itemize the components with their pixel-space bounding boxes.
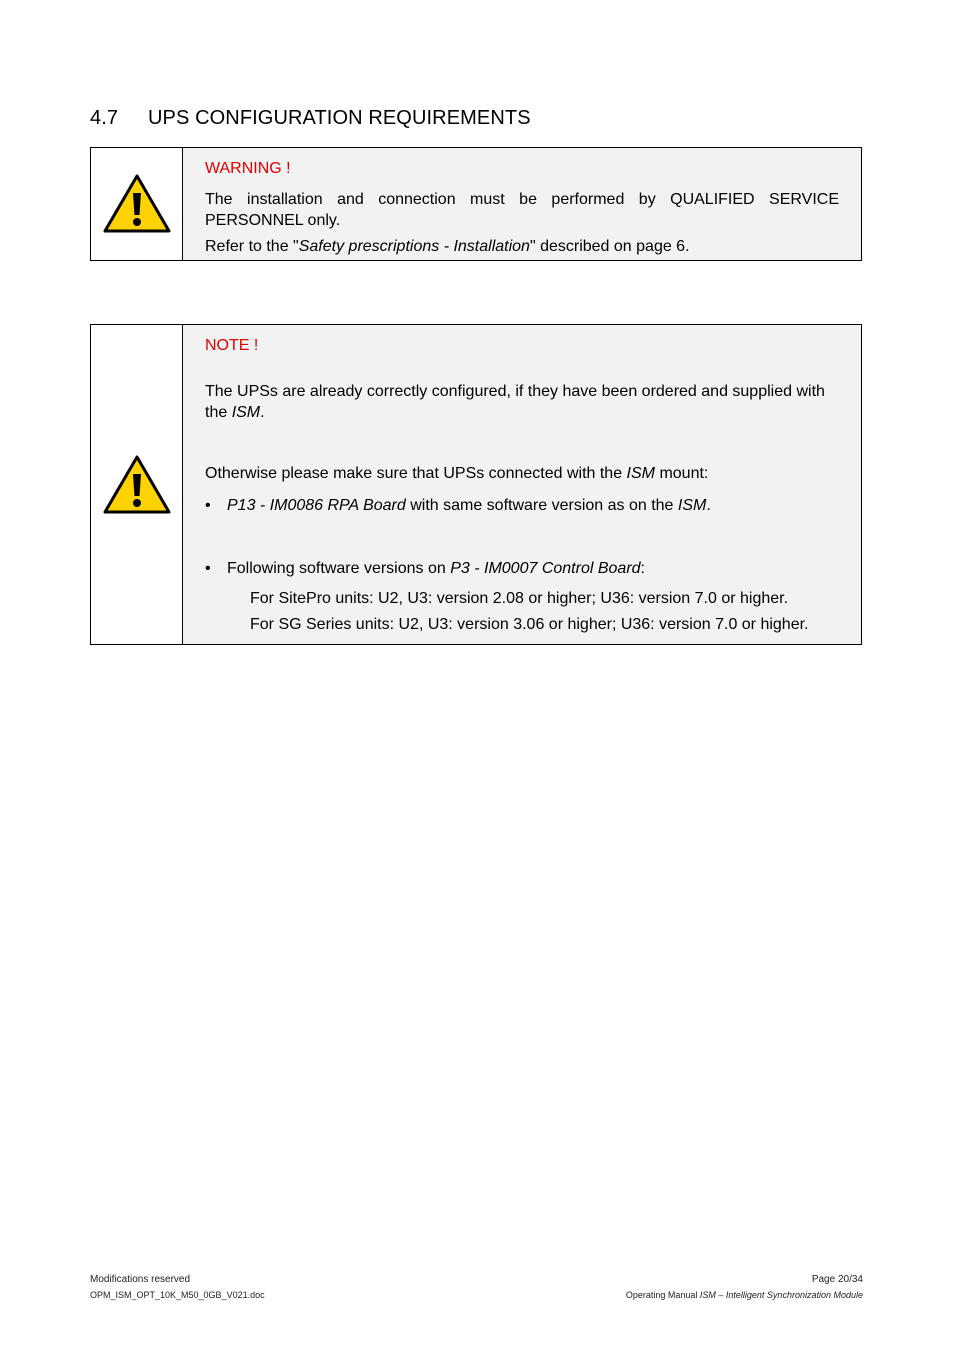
warning-triangle-icon — [102, 173, 172, 235]
note-bullet-1-suffix: . — [706, 497, 711, 514]
warning-callout — [90, 147, 862, 261]
note-title: NOTE ! — [205, 337, 259, 354]
section-number: 4.7 — [90, 106, 119, 129]
footer-manual-name: Intelligent Synchronization Module — [725, 1290, 863, 1300]
section-heading — [90, 107, 531, 130]
warning-line2 — [205, 236, 839, 257]
warning-line2-ref: Safety prescriptions - Installation — [298, 238, 530, 255]
note-bullet-1-middle: with same software version as on the — [405, 497, 678, 514]
note-sgseries-versions: For SG Series units: U2, U3: version 3.06 or higher; U36: version 7.0 or higher. — [250, 616, 809, 633]
footer-manual-prefix: Operating Manual — [625, 1290, 700, 1300]
note-para1 — [205, 381, 839, 423]
note-para1-suffix: . — [260, 404, 265, 421]
warning-line2-prefix: Refer to the " — [205, 238, 299, 255]
section-title: UPS CONFIGURATION REQUIREMENTS — [148, 106, 531, 129]
warning-title: WARNING ! — [205, 160, 291, 177]
note-bullet-1-board: P13 - IM0086 RPA Board — [227, 497, 406, 514]
footer-manual-dash: – — [715, 1290, 726, 1300]
note-para2-text: Otherwise please make sure that UPSs connected with the — [205, 465, 627, 482]
note-para1-ism: ISM — [231, 404, 261, 421]
note-bullet-1-text — [227, 495, 711, 516]
note-bullet-2-suffix: : — [640, 560, 645, 577]
note-callout — [90, 324, 862, 645]
note-para2 — [205, 463, 839, 484]
note-bullet-2 — [205, 558, 839, 579]
note-para2-ism: ISM — [626, 465, 655, 482]
bullet-dot-icon: • — [205, 497, 211, 514]
warning-triangle-icon — [102, 454, 172, 516]
note-sitepro-versions: For SitePro units: U2, U3: version 2.08 or higher; U36: version 7.0 or higher. — [250, 590, 789, 607]
footer-manual-ism: ISM — [699, 1290, 716, 1300]
note-icon-cell — [91, 325, 183, 644]
note-bullet-2-board: P3 - IM0007 Control Board — [450, 560, 641, 577]
footer-modifications: Modifications reserved — [90, 1274, 191, 1285]
warning-line2-suffix: " described on page 6. — [529, 238, 690, 255]
note-bullet-1-ism: ISM — [677, 497, 707, 514]
note-bullet-1 — [205, 495, 839, 516]
footer-page-number: Page 20/34 — [811, 1274, 863, 1285]
note-bullet-2-text — [227, 558, 645, 579]
note-para2-suffix: mount: — [655, 465, 709, 482]
note-para1-text: The UPSs are already correctly configured, if they have been ordered and supplied with the — [205, 383, 825, 421]
footer-filename: OPM_ISM_OPT_10K_M50_0GB_V021.doc — [90, 1290, 265, 1300]
warning-icon-cell — [91, 148, 183, 260]
note-bullet-2-prefix: Following software versions on — [227, 560, 451, 577]
footer-manual-title — [626, 1290, 863, 1300]
page-footer — [90, 1274, 863, 1300]
warning-line1: The installation and connection must be performed by QUALIFIED SERVICE PERSONNEL only. — [205, 191, 839, 229]
bullet-dot-icon: • — [205, 560, 211, 577]
warning-content — [183, 148, 861, 260]
note-content — [183, 325, 861, 644]
